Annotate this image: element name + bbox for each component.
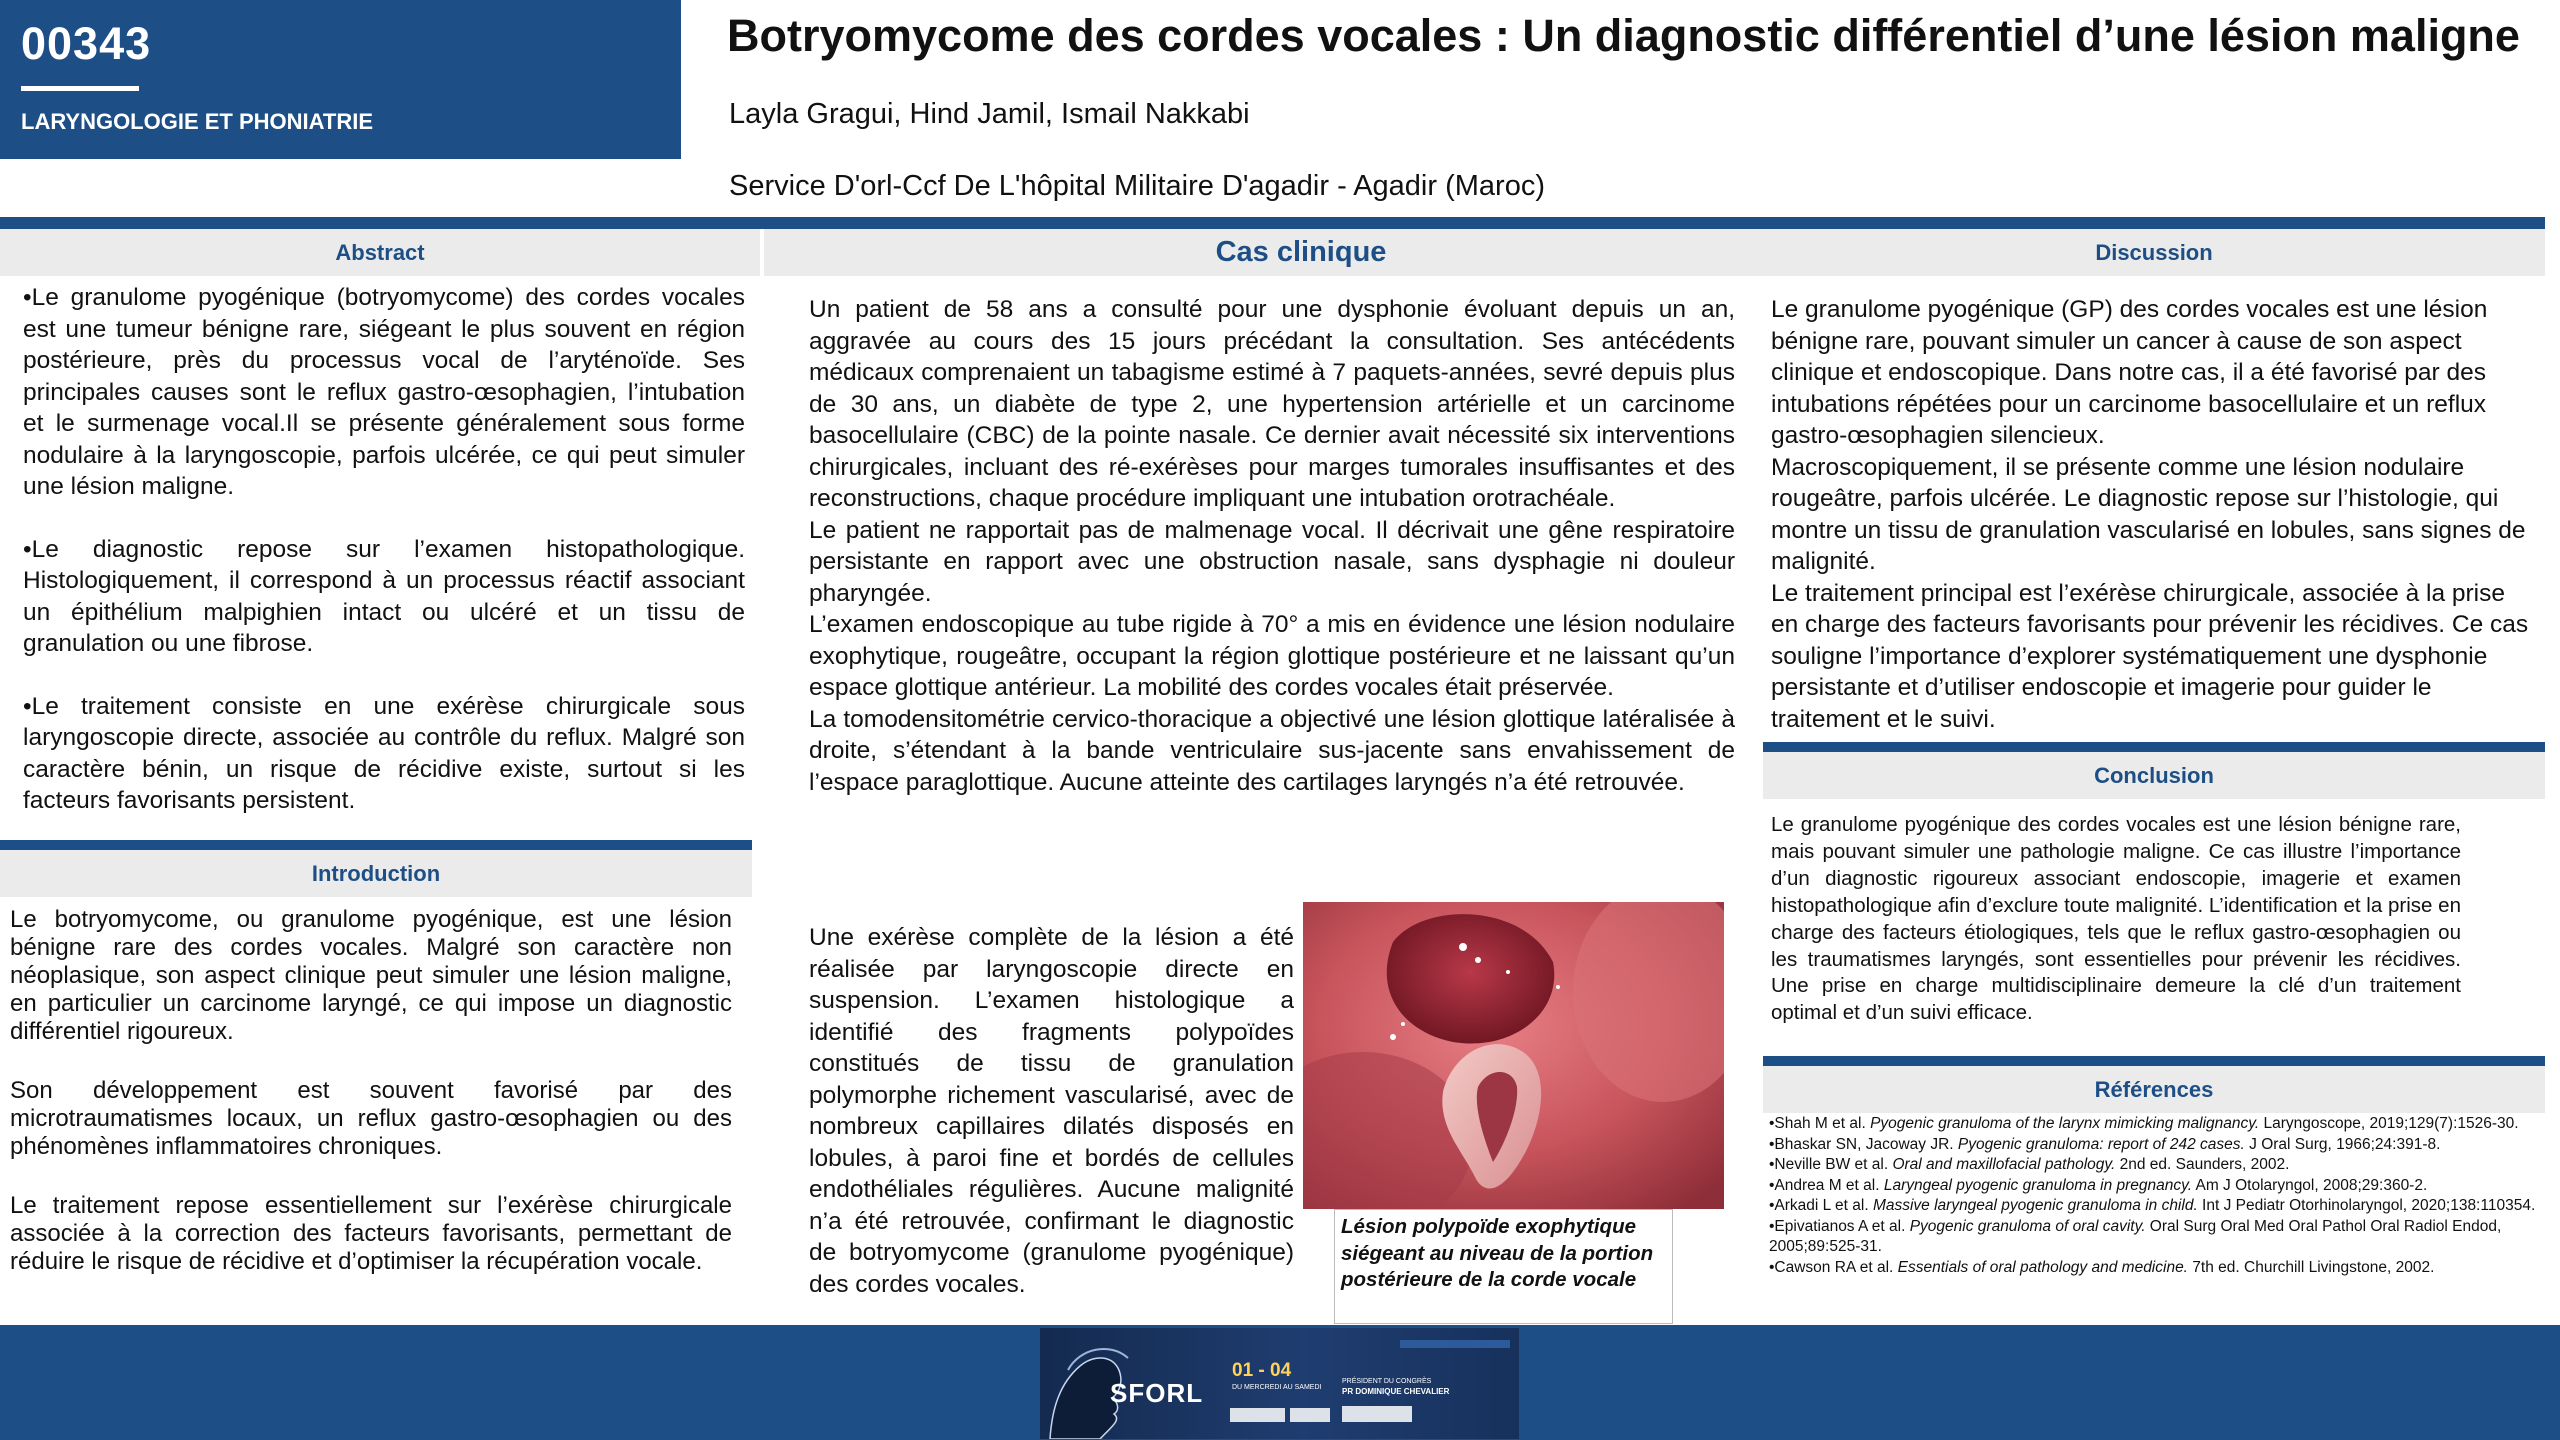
reference-item: •Shah M et al. Pyogenic granuloma of the larynx mimicking malignancy. Laryngoscope, 2019;129(7):1526-30. xyxy=(1769,1115,2519,1132)
discussion-body xyxy=(1771,294,2531,735)
badge-divider xyxy=(21,86,139,91)
abstract-body xyxy=(23,282,745,817)
conclusion-heading: Conclusion xyxy=(1763,752,2545,799)
congress-banner xyxy=(1040,1328,1519,1439)
reference-item: •Andrea M et al. Laryngeal pyogenic granuloma in pregnancy. Am J Otolaryngol, 2008;29:360-2. xyxy=(1769,1176,2428,1194)
case-paragraph: Le patient ne rapportait pas de malmenage vocal. Il décrivait une gêne respiratoire persistante en rapport avec une obstruction nasale, sans dysphagie ni douleur pharyngée. xyxy=(809,516,1735,607)
reference-item: •Bhaskar SN, Jacoway JR. Pyogenic granuloma: report of 242 cases. J Oral Surg, 1966;24:391-8. xyxy=(1769,1135,2441,1153)
poster-title: Botryomycome des cordes vocales : Un diagnostic différentiel d’une lésion maligne xyxy=(727,10,2520,61)
reference-item: •Epivatianos A et al. Pyogenic granuloma of oral cavity. Oral Surg Oral Med Oral Pathol Oral Radiol Endod, 2005;89:525-31. xyxy=(1769,1217,2502,1255)
discussion-heading: Discussion xyxy=(1763,229,2545,276)
introduction-body xyxy=(10,906,732,1276)
abstract-paragraph: •Le traitement consiste en une exérèse chirurgicale sous laryngoscopie directe, associée au contrôle du reflux. Malgré son caractère bénin, un risque de récidive existe, surtout si les facteurs favorisants persistent. xyxy=(23,692,745,814)
introduction-rule xyxy=(0,840,752,850)
discussion-paragraph: Macroscopiquement, il se présente comme une lésion nodulaire rougeâtre, parfois ulcérée. Le diagnostic repose sur l’histologie, qui montre un tissu de granulation vascularisé en lobules, sans signes de malignité. xyxy=(1771,453,2526,575)
conclusion-rule xyxy=(1763,742,2545,752)
endoscopy-image xyxy=(1303,902,1724,1209)
header-divider-band xyxy=(0,217,2545,229)
introduction-paragraph: Le traitement repose essentiellement sur l’exérèse chirurgicale associée à la correction des facteurs favorisants, permettant de réduire le risque de récidive et d’optimiser la récupération vocale. xyxy=(10,1192,732,1275)
introduction-paragraph: Le botryomycome, ou granulome pyogénique, est une lésion bénigne rare des cordes vocales. Malgré son caractère non néoplasique, son aspect clinique peut simuler une lésion maligne, en particulier un carcinome laryngé, ce qui impose un diagnostic différentiel rigoureux. xyxy=(10,906,732,1045)
case-heading: Cas clinique xyxy=(764,229,1838,276)
references-rule xyxy=(1763,1056,2545,1066)
abstract-heading: Abstract xyxy=(0,229,760,276)
introduction-heading: Introduction xyxy=(0,850,752,897)
case-paragraph: L’examen endoscopique au tube rigide à 70° a mis en évidence une lésion nodulaire exophytique, rougeâtre, occupant la région glottique postérieure et ne laissant qu’un espace glottique antérieur. La mobilité des cordes vocales était préservée. xyxy=(809,611,1735,701)
figure-caption: Lésion polypoïde exophytique siégeant au niveau de la portion postérieure de la corde vocale xyxy=(1334,1209,1673,1324)
discussion-paragraph: Le granulome pyogénique (GP) des cordes vocales est une lésion bénigne rare, pouvant simuler un cancer à cause de son aspect clinique et endoscopique. Dans notre cas, il a été favorisé par des intubations répétées pour un carcinome basocellulaire et un reflux gastro-œsophagien silencieux. xyxy=(1771,296,2488,449)
references-list xyxy=(1769,1114,2549,1278)
congress-days: DU MERCREDI AU SAMEDI xyxy=(1232,1384,1322,1391)
reference-item: •Arkadi L et al. Massive laryngeal pyogenic granuloma in child. Int J Pediatr Otorhinolaryngol, 2020;138:110354. xyxy=(1769,1197,2536,1214)
congress-president-name: PR DOMINIQUE CHEVALIER xyxy=(1342,1387,1450,1396)
case-body xyxy=(809,294,1735,798)
abstract-paragraph: •Le diagnostic repose sur l’examen histopathologique. Histologiquement, il correspond à un processus réactif associant un épithélium malpighien intact ou ulcéré et un tissu de granulation ou une fibrose. xyxy=(23,535,745,657)
case-paragraph: Un patient de 58 ans a consulté pour une dysphonie évoluant depuis un an, aggravée au cours des 15 jours précédant la consultation. Ses antécédents médicaux comprenaient un tabagisme estimé à 7 paquets-années, sevré depuis plus de 30 ans, un diabète de type 2, une hypertension artérielle et un carcinome basocellulaire (CBC) de la pointe nasale. Ce dernier avait nécessité six interventions chirurgicales, incluant des ré-exérèses pour marges tumorales insuffisantes et des reconstructions, chaque procédure impliquant une intubation orotrachéale. xyxy=(809,296,1735,512)
poster-category: LARYNGOLOGIE ET PHONIATRIE xyxy=(21,109,374,134)
conclusion-body: Le granulome pyogénique des cordes vocales est une lésion bénigne rare, mais pouvant simuler une pathologie maligne. Ce cas illustre l’importance d’un diagnostic rigoureux associant endoscopie, imagerie et examen histopathologique afin d’exclure toute malignité. L’identification et la prise en charge des facteurs étiologiques, tels que le reflux gastro-œsophagien ou les traumatismes laryngés, sont essentielles pour prévenir les récidives. Une prise en charge multidisciplinaire demeure la clé d’un traitement optimal et d’un suivi efficace. xyxy=(1771,813,2461,1025)
poster-authors: Layla Gragui, Hind Jamil, Ismail Nakkabi xyxy=(729,98,1250,130)
case-paragraph: Une exérèse complète de la lésion a été réalisée par laryngoscopie directe en suspension. L’examen histologique a identifié des fragments polypoïdes constitués de tissu de granulation polymorphe richement vascularisé, avec de nombreux capillaires dilatés disposés en lobules, à paroi fine et bordés de cellules endothéliales régulières. Aucune malignité n’a été retrouvée, confirmant le diagnostic de botryomycome (granulome pyogénique) des cordes vocales. xyxy=(809,924,1294,1298)
congress-name: SFORL xyxy=(1110,1378,1204,1408)
discussion-paragraph: Le traitement principal est l’exérèse chirurgicale, associée à la prise en charge des facteurs favorisants pour prévenir les récidives. Ce cas souligne l’importance d’explorer systématiquement une dysphonie persistante et d’utiliser endoscopie et imagerie pour guider le traitement et le suivi. xyxy=(1771,579,2529,733)
abstract-paragraph: •Le granulome pyogénique (botryomycome) des cordes vocales est une tumeur bénigne rare, siégeant le plus souvent en région postérieure, près du processus vocal de l’aryténoïde. Ses principales causes sont le reflux gastro-œsophagien, l’intubation et le surmenage vocal.Il se présente généralement sous forme nodulaire à la laryngoscopie, parfois ulcérée, ce qui peut simuler une lésion maligne. xyxy=(23,284,745,500)
case-body-bottom xyxy=(809,922,1294,1300)
reference-item: •Cawson RA et al. Essentials of oral pathology and medicine. 7th ed. Churchill Livingstone, 2002. xyxy=(1769,1258,2435,1276)
poster-badge xyxy=(0,0,681,159)
references-heading: Références xyxy=(1763,1066,2545,1113)
poster-number: 00343 xyxy=(21,18,152,69)
congress-dates: 01 - 04 xyxy=(1232,1360,1292,1381)
case-paragraph: La tomodensitométrie cervico-thoracique a objectivé une lésion glottique latéralisée à droite, s’étendant à la bande ventriculaire sus-jacente sans envahissement de l’espace paraglottique. Aucune atteinte des cartilages laryngés n’a été retrouvée. xyxy=(809,705,1735,796)
poster-affiliation: Service D'orl-Ccf De L'hôpital Militaire D'agadir - Agadir (Maroc) xyxy=(729,170,1545,202)
reference-item: •Neville BW et al. Oral and maxillofacial pathology. 2nd ed. Saunders, 2002. xyxy=(1769,1156,2290,1173)
congress-president-label: PRÉSIDENT DU CONGRÈS xyxy=(1342,1378,1432,1385)
introduction-paragraph: Son développement est souvent favorisé par des microtraumatismes locaux, un reflux gastro-œsophagien ou des phénomènes inflammatoires chroniques. xyxy=(10,1077,732,1160)
